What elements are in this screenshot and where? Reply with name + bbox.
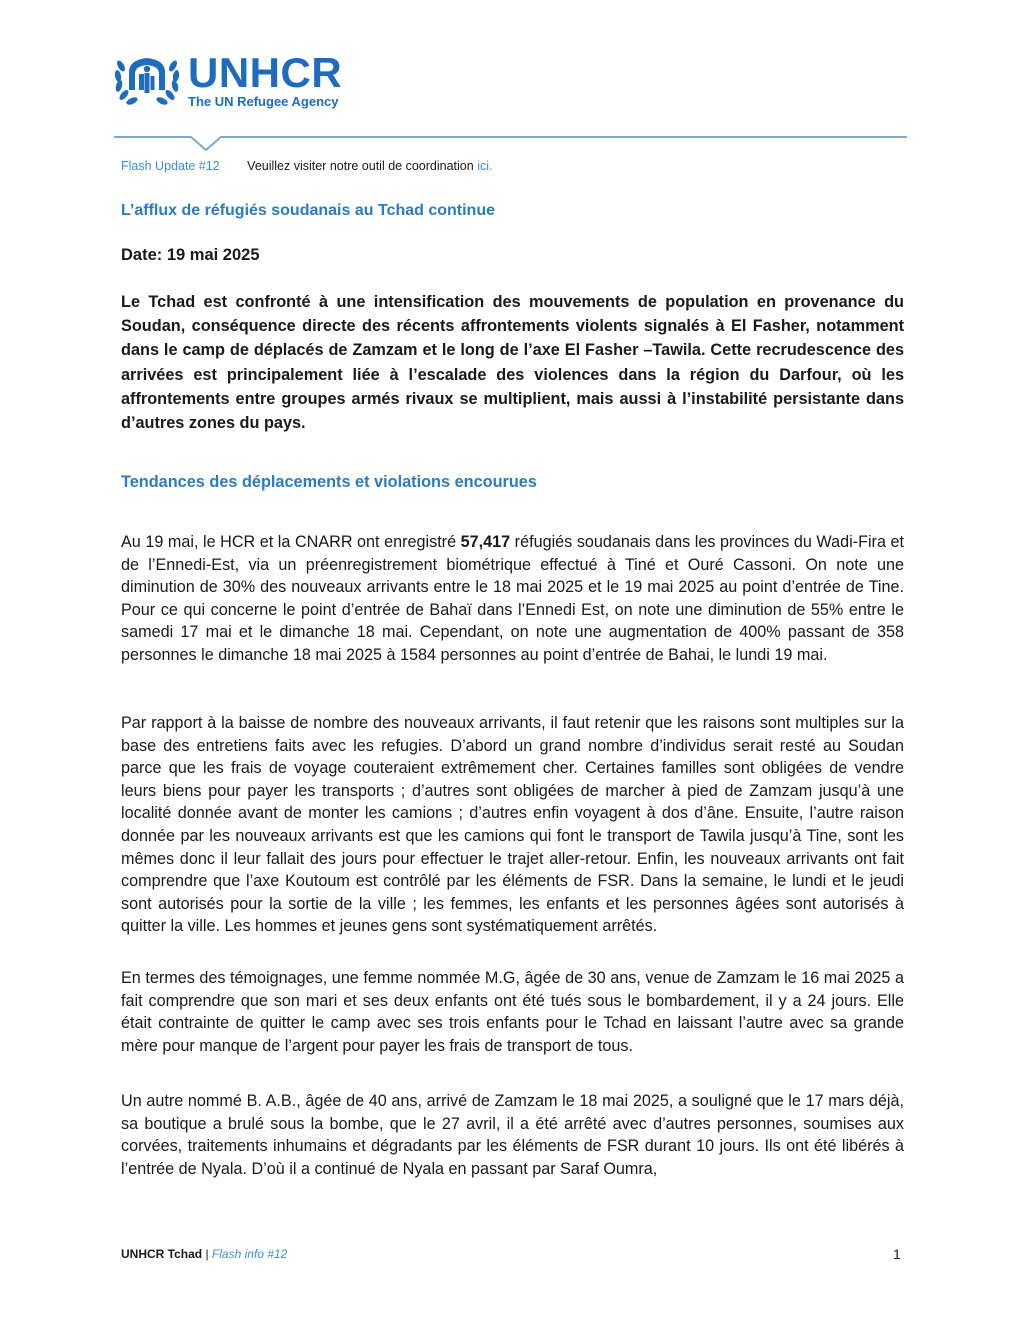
footer <box>121 1247 287 1261</box>
intro-paragraph: Le Tchad est confronté à une intensification des mouvements de population en provenance du Soudan, conséquence directe des récents affrontements violents signalés à El Fasher, notamment dans le camp de déplacés de Zamzam et le long de l’axe El Fasher –Tawila. Cette recrudescence des arrivées est principalement liée à l’escalade des violences dans la région du Darfour, où les affrontements entre groupes armés rivaux se multiplient, mais aussi à l’instabilité persistante dans d’autres zones du pays. <box>121 293 904 433</box>
document-title: L’afflux de réfugiés soudanais au Tchad continue <box>121 202 495 219</box>
header-divider <box>114 136 907 137</box>
paragraph-testimony-1: En termes des témoignages, une femme nommée M.G, âgée de 30 ans, venue de Zamzam le 16 mai 2025 a fait comprendre que son mari et ses deux enfants ont été tués sous le bombardement, il y a 24 jours. Elle était contrainte de quitter le camp avec ses trois enfants pour le Tchad en laissant l’autre avec sa grande mère pour manque de l’argent pour payer les frais de transport de tous. <box>121 969 904 1055</box>
unhcr-logo <box>112 49 343 109</box>
footer-brand: UNHCR Tchad <box>121 1247 203 1261</box>
coordination-text: Veuillez visiter notre outil de coordination <box>247 159 474 173</box>
logo-wordmark: UNHCR <box>188 49 343 96</box>
refugee-count: 57,417 <box>460 533 511 551</box>
paragraph-registration <box>121 531 904 667</box>
unhcr-emblem-icon <box>112 52 182 108</box>
coordination-link[interactable]: ici. <box>477 159 493 173</box>
paragraph-testimony-2: Un autre nommé B. A.B., âgée de 40 ans, arrivé de Zamzam le 18 mai 2025, a souligné que le 17 mars déjà, sa boutique a brulé sous la bombe, que le 27 avril, il a été arrêté avec d’autres personnes, soumises aux corvées, traitements inhumains et dégradants par les éléments de FSR durant 10 jours. Ils ont été libérés à l’entrée de Nyala. D’où il a continué de Nyala en passant par Saraf Oumra, <box>121 1092 904 1178</box>
page-number: 1 <box>893 1246 901 1262</box>
footer-info: Flash info #12 <box>211 1247 288 1261</box>
flash-update-line <box>121 159 492 173</box>
flash-update-label: Flash Update #12 <box>121 159 220 173</box>
footer-separator: | <box>202 1247 212 1261</box>
document-date: Date: 19 mai 2025 <box>121 246 260 264</box>
paragraph-text: réfugiés soudanais dans les provinces du Wadi-Fira et de l’Ennedi-Est, via un préenregistrement biométrique effectué à Tiné et Ouré Cassoni. On note une diminution de 30% des nouveaux arrivants entre le 18 mai 2025 et le 19 mai 2025 au point d’entrée de Tine. Pour ce qui concerne le point d’entrée de Bahaï dans l’Ennedi Est, on note une diminution de 55% entre le samedi 17 mai et le dimanche 18 mai. Cependant, on note une augmentation de 400% passant de 358 personnes le dimanche 18 mai 2025 à 1584 personnes au point d’entrée de Bahai, le lundi 19 mai. <box>121 533 904 664</box>
paragraph-text: Au 19 mai, le HCR et la CNARR ont enregistré <box>121 533 461 551</box>
paragraph-reasons: Par rapport à la baisse de nombre des nouveaux arrivants, il faut retenir que les raisons sont multiples sur la base des entretiens faits avec les refugies. D’abord un grand nombre d’individus serait resté au Soudan parce que les frais de voyage couteraient extrêmement cher. Certaines familles sont obligées de vendre leurs biens pour payer les transports ; d’autres sont obligées de marcher à pied de Zamzam jusqu’à une localité donnée avant de monter les camions ; d’autres enfin voyagent à dos d’âne. Ensuite, l’autre raison donnée par les nouveaux arrivants est que les camions qui font le transport de Tawila jusqu’à Tine, sont les mêmes donc il leur fallait des jours pour effectuer le trajet aller-retour. Enfin, les nouveaux arrivants ont fait comprendre que l’axe Koutoum est contrôlé par les éléments de FSR. Dans la semaine, le lundi et le jeudi sont autorisés pour la sortie de la ville ; les femmes, les enfants et les personnes âgées sont autorisés à quitter la ville. Les hommes et jeunes gens sont systématiquement arrêtés. <box>121 714 904 936</box>
section-heading: Tendances des déplacements et violations encourues <box>121 473 537 491</box>
logo-tagline: The UN Refugee Agency <box>188 94 339 109</box>
